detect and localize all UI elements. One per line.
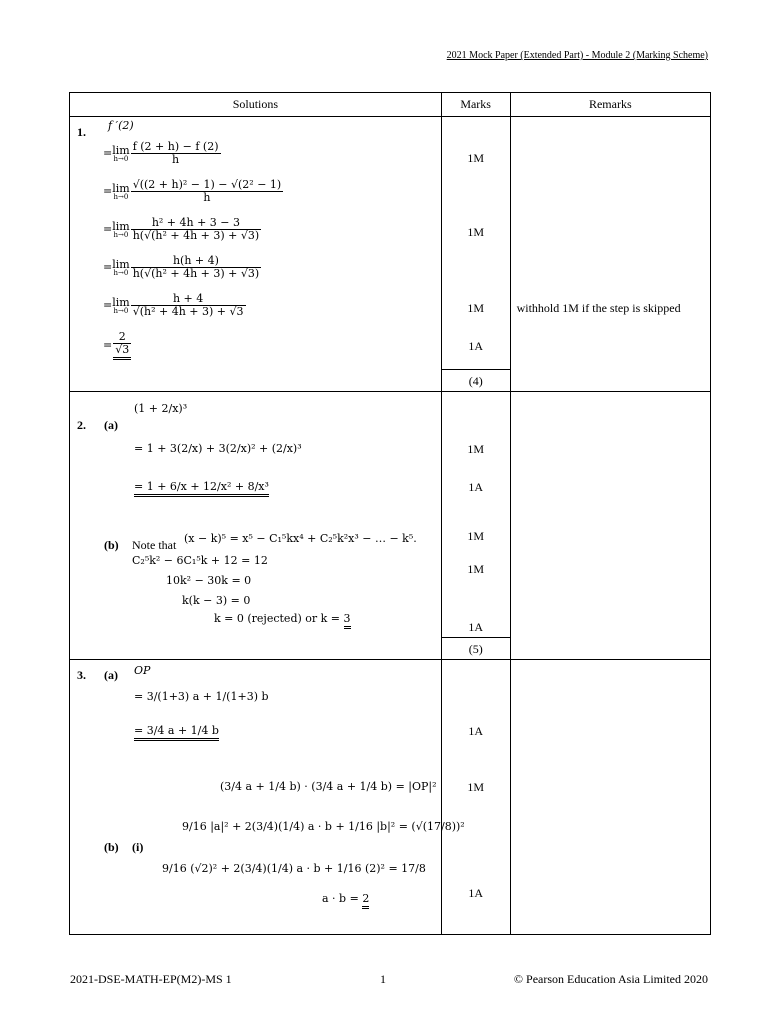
q3-b-line2: 9/16 (√2)² + 2(3/4)(1/4) a · b + 1/16 (2)² = 17/8 [162,862,426,875]
q2-solution [70,392,442,660]
q1-answer: = $\frac{2}{√3}$ [103,331,132,360]
col-header-remarks: Remarks [510,93,710,117]
q1-total: (4) [442,369,510,392]
col-header-solutions: Solutions [70,93,442,117]
q2-b-line4: k = 0 (rejected) or k = 3 [214,612,351,625]
q3-part-a: (a) [104,668,118,682]
q1-number: 1. [77,125,86,139]
q2-a-line0: (1 + 2/x)³ [134,402,188,415]
q2-mark-1: 1M [467,442,485,456]
q3-b-line1: 9/16 |a|² + 2(3/4)(1/4) a · b + 1/16 |b|² = (√(17/8))² [182,820,465,833]
table-header-row [70,93,711,117]
footer-page-number: 1 [380,972,386,986]
q1-step4: =lim h→0 $\frac{h(h + 4)}{\text{h(√(h² + 4h + 3) + √3)}}$ [103,254,260,281]
q1-remark: withhold 1M if the step is skipped [516,301,681,315]
q1-step5: =lim h→0 $\frac{h + 4}{\text{√(h² + 4h + 3) + √3}}$ [103,292,244,319]
q1-step2: =lim h→0 $\frac{\text{√((2 + h)² − 1) − √(2² − 1)}}{h}$ [103,178,282,205]
q3-remarks [510,660,710,935]
q3-part-bi: (i) [132,840,144,854]
q3-a-line0: OP [134,664,151,677]
q1-mark-4: 1A [468,339,484,353]
q1-step1: =lim h→0 $\frac{f (2 + h) - f (2)}{h}$ [103,140,219,167]
q2-number: 2. [77,418,86,432]
q2-mark-2: 1A [468,480,484,494]
q2-b-line2: 10k² − 30k = 0 [166,574,252,587]
q3-b-line3: a · b = 2 [322,892,369,905]
q2-b-line0: (x − k)⁵ = x⁵ − C₁⁵kx⁴ + C₂⁵k²x³ − … − k⁵. [184,532,417,545]
q2-total: (5) [442,637,510,660]
q3-a-line2: = 3/4 a + 1/4 b [134,724,219,741]
question-row-3 [70,660,711,935]
q2-b-line3: k(k − 3) = 0 [182,594,251,607]
q2-mark-4: 1M [467,562,485,576]
footer-code: 2021-DSE-MATH-EP(M2)-MS 1 [70,972,232,986]
marking-scheme-table [69,92,711,935]
q2-mark-5: 1A [468,620,484,634]
q3-solution [70,660,465,935]
q3-marks [441,660,510,935]
q1-mark-2: 1M [467,225,485,239]
q2-part-a: (a) [104,418,118,432]
q2-remarks [510,392,710,660]
page-header: 2021 Mock Paper (Extended Part) - Module 2 (Marking Scheme) [446,50,708,61]
q3-part-b: (b) [104,840,119,854]
question-row-2 [70,392,711,660]
q2-b-line1: C₂⁵k² − 6C₁⁵k + 12 = 12 [132,554,268,567]
q3-mark-2: 1M [467,780,485,794]
q3-b-line0: (3/4 a + 1/4 b) · (3/4 a + 1/4 b) = |OP|² [220,780,437,793]
q2-marks [441,392,510,660]
footer-copyright: © Pearson Education Asia Limited 2020 [513,972,708,986]
q1-marks [441,117,510,392]
q1-remarks [510,117,710,392]
col-header-marks: Marks [441,93,510,117]
q3-a-line1: = 3/(1+3) a + 1/(1+3) b [134,690,269,703]
q1-mark-3: 1M [467,301,485,315]
question-row-1 [70,117,711,392]
q1-line0: f ′(2) [108,119,134,132]
q3-mark-3: 1A [468,886,484,900]
q2-b-note: Note that [132,538,177,552]
q3-mark-1: 1A [468,724,484,738]
q3-number: 3. [77,668,86,682]
q1-step3: =lim h→0 $\frac{\text{h² + 4h + 3 − 3}}{\text{h(√(h² + 4h + 3) + √3)}}$ [103,216,260,243]
q2-mark-3: 1M [467,529,485,543]
q1-mark-1: 1M [467,151,485,165]
q2-a-line2: = 1 + 6/x + 12/x² + 8/x³ [134,480,269,497]
q1-solution [70,117,442,392]
q2-a-line1: = 1 + 3(2/x) + 3(2/x)² + (2/x)³ [134,442,302,455]
q2-part-b: (b) [104,538,119,552]
